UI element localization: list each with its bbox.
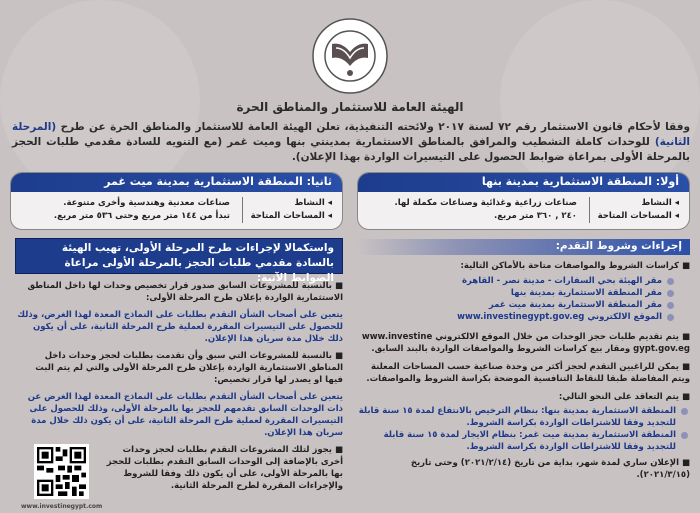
website-link[interactable]: www.investinegypt.gov.eg (361, 332, 690, 354)
phase1-item-body: يتعين على أصحاب الشأن التقدم بطلبات على النماذج المعدة لهذا الغرض، وذلك للحصول على التيسيرات المقررة لعملية طرح المرحلة الثانية، على أن يكون ذلك خلال مدة سريان هذا الإعلان. (17, 310, 343, 344)
contract-option: المنطقة الاستثمارية بمدينة بنها: بنظام الترخيص بالانتفاع لمدة ١٥ سنة قابلة للتجديد وفقا للاشتراطات الواردة بكراسة الشروط. (357, 405, 690, 429)
zone-benha-box (357, 172, 690, 230)
intro-text: للوحدات كاملة التشطيب والمرافق بالمناطق الاستثمارية بمدينتي بنها وميت غمر (مع التنويه للسادة مقدمي طلبات الحجز بالمرحلة الأولى بمراعاة ضوابط الحصول على التيسيرات الواردة بهذا الإعلان). (12, 136, 690, 163)
phase1-item-head: ■ يجوز لتلك المشروعات التقدم بطلبات لحجز وحدات أخرى بالإضافة إلى الوحدات السابق التقدم بطلبات للحجز بها بالمرحلة الأولى، على أن يكون ذلك وفقا للشروط والإجراءات المقررة لطرح المرحلة الثانية. (15, 444, 343, 492)
zone-value: صناعات زراعية وغذائية وصناعات مكملة لها. (394, 198, 577, 208)
website-link[interactable]: www.investinegypt.gov.eg (457, 312, 585, 322)
zone-value: ٢٤٠ , ٣٦٠ متر مربع. (493, 211, 577, 221)
qr-code-icon[interactable] (34, 444, 89, 499)
apply-text: يتم تقديم طلبات حجز الوحدات من خلال الموقع الالكتروني (435, 332, 679, 342)
phase1-item-body: يتعين على أصحاب الشأن التقدم بطلبات على النماذج المعدة لهذا الغرض عن ذات الوحدات السابق تقدمهم للحجز بها بالمرحلة الأولى، وذلك للحصول على التيسيرات المقررة لعملية طرح المرحلة الثانية، على أن يكون ذلك خلال مدة سريان هذا الإعلان. (27, 392, 343, 438)
qr-block (21, 444, 101, 513)
intro-highlight: (المرحلة الثانية) (12, 121, 690, 148)
phase1-item-head: ■ بالنسبة للمشروعات السابق صدور قرار تخصيص وحدات لها داخل المناطق الاستثمارية الواردة بإعلان طرح المرحلة الأولى: (15, 280, 343, 304)
booklets-item: ■ كراسات الشروط والمواصفات متاحة بالأماكن التالية: (357, 260, 690, 272)
phase1-title: واستكمالا لإجراءات طرح المرحلة الأولى، تهيب الهيئة بالسادة مقدمي طلبات الحجز بالمرحلة الأولى مراعاة الضوابط الآتية: (15, 238, 343, 274)
zone-label: ◂ النشاط (641, 198, 679, 208)
apply-text: ومقار بيع كراسات الشروط والمواصفات الواردة بالبند السابق. (371, 344, 631, 354)
contract-option: المنطقة الاستثمارية بمدينة ميت غمر: بنظام الايجار لمدة ١٥ سنة قابلة للتجديد وفقا للاشتراطات الواردة بكراسة الشروط. (357, 429, 690, 453)
place-item: مقر المنطقة الاستثمارية بمدينة ميت غمر (357, 299, 676, 311)
place-item (357, 311, 676, 323)
zone-mit-ghamr-box (10, 172, 343, 230)
intro-paragraph (12, 120, 690, 165)
zone-label: ◂ المساحات المتاحة (597, 211, 679, 221)
place-item: مقر الهيئة بحي السفارات - مدينة نصر - القاهرة (357, 275, 676, 287)
validity-item: ■ الإعلان ساري لمدة شهر، بداية من تاريخ (٢٠٢١/٢/١٤) وحتى تاريخ (٢٠٢١/٣/١٥). (357, 457, 690, 481)
procedures-title: إجراءات وشروط التقدم: (357, 239, 690, 255)
zone-value: صناعات معدنية وهندسية وأخرى متنوعة. (63, 198, 230, 208)
book-emblem-icon (312, 18, 388, 94)
multi-item: ■ يمكن للراغبين التقدم لحجز أكثر من وحدة صناعية حسب المساحات المعلنة ويتم المفاضلة طبقا للنقاط التنافسية الموضحة بكراسة الشروط والمواصفات. (357, 361, 690, 385)
qr-url[interactable]: www.investinegypt.com (21, 503, 103, 510)
place-label: الموقع الالكتروني (587, 312, 662, 322)
phase1-section (15, 280, 343, 513)
contract-item: ■ يتم التعاقد على النحو التالي: (357, 391, 690, 403)
place-item: مقر المنطقة الاستثمارية بمدينة بنها (357, 287, 676, 299)
zone-label: ◂ النشاط (294, 198, 332, 208)
procedures-section (357, 260, 690, 487)
phase1-item-head: ■ بالنسبة للمشروعات التي سبق وأن تقدمت بطلبات لحجز وحدات داخل المناطق الاستثمارية الواردة بإعلان طرح المرحلة الأولى والتي لم يتم البت فيها او يصدر لها قرار تخصيص: (15, 350, 343, 386)
zone-value: تبدأ من ١٤٤ متر مربع وحتى ٥٣٦ متر مربع. (53, 211, 230, 221)
intro-text: وفقا لأحكام قانون الاستثمار رقم ٧٢ لسنة ٢٠١٧ ولائحته التنفيذية، تعلن الهيئة العامة للاستثمار والمناطق الحرة عن طرح (56, 121, 690, 133)
apply-item (357, 331, 690, 355)
authority-title: الهيئة العامة للاستثمار والمناطق الحرة (236, 100, 464, 114)
zone-label: ◂ المساحات المتاحة (250, 211, 332, 221)
zone-title: ثانيا: المنطقة الاستثمارية بمدينة ميت غمر (11, 173, 342, 192)
zone-title: أولا: المنطقة الاستثمارية بمدينة بنها (358, 173, 689, 192)
